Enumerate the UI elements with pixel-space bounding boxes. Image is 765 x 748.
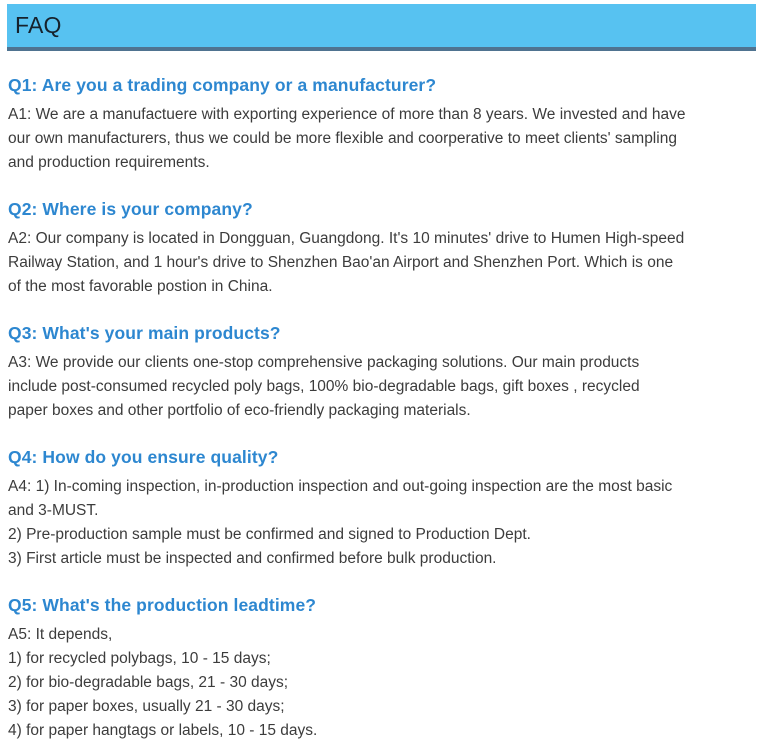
faq-answer [8, 227, 755, 299]
faq-question: Q3: What's your main products? [8, 323, 281, 343]
faq-answer-line: and production requirements. [8, 154, 210, 171]
page-title: FAQ [15, 12, 62, 38]
faq-content [0, 73, 765, 743]
faq-answer-line: paper boxes and other portfolio of eco-friendly packaging materials. [8, 402, 471, 419]
faq-question: Q5: What's the production leadtime? [8, 595, 317, 615]
faq-header-bar [7, 4, 756, 51]
faq-answer-line: A1: We are a manufactuere with exporting experience of more than 8 years. We invested and have [8, 106, 686, 123]
faq-answer-line: A3: We provide our clients one-stop comprehensive packaging solutions. Our main products [8, 354, 640, 371]
faq-answer [8, 351, 755, 423]
faq-question: Q4: How do you ensure quality? [8, 447, 279, 467]
faq-answer-line: A5: It depends, [8, 626, 113, 643]
faq-answer-line: A4: 1) In-coming inspection, in-production inspection and out-going inspection are the most basic [8, 478, 673, 495]
faq-answer [8, 103, 755, 175]
faq-answer-line: 1) for recycled polybags, 10 - 15 days; [8, 650, 271, 667]
faq-item-q3 [8, 321, 755, 423]
faq-item-q2 [8, 197, 755, 299]
faq-answer-line: A2: Our company is located in Dongguan, Guangdong. It's 10 minutes' drive to Humen High-speed [8, 230, 685, 247]
faq-answer-line: Railway Station, and 1 hour's drive to Shenzhen Bao'an Airport and Shenzhen Port. Which is one [8, 254, 674, 271]
faq-answer-line: 3) First article must be inspected and confirmed before bulk production. [8, 550, 497, 567]
faq-answer [8, 623, 755, 743]
faq-answer-line: 2) Pre-production sample must be confirmed and signed to Production Dept. [8, 526, 531, 543]
faq-answer-line: our own manufacturers, thus we could be more flexible and coorperative to meet clients' sampling [8, 130, 677, 147]
faq-answer-line: and 3-MUST. [8, 502, 99, 519]
faq-question: Q2: Where is your company? [8, 199, 253, 219]
faq-question: Q1: Are you a trading company or a manufacturer? [8, 75, 437, 95]
faq-answer [8, 475, 755, 571]
faq-answer-line: 3) for paper boxes, usually 21 - 30 days; [8, 698, 285, 715]
faq-answer-line: include post-consumed recycled poly bags, 100% bio-degradable bags, gift boxes , recycled [8, 378, 640, 395]
faq-answer-line: of the most favorable postion in China. [8, 278, 273, 295]
faq-item-q5 [8, 593, 755, 743]
faq-item-q4 [8, 445, 755, 571]
faq-item-q1 [8, 73, 755, 175]
faq-answer-line: 4) for paper hangtags or labels, 10 - 15 days. [8, 722, 318, 739]
faq-answer-line: 2) for bio-degradable bags, 21 - 30 days; [8, 674, 289, 691]
